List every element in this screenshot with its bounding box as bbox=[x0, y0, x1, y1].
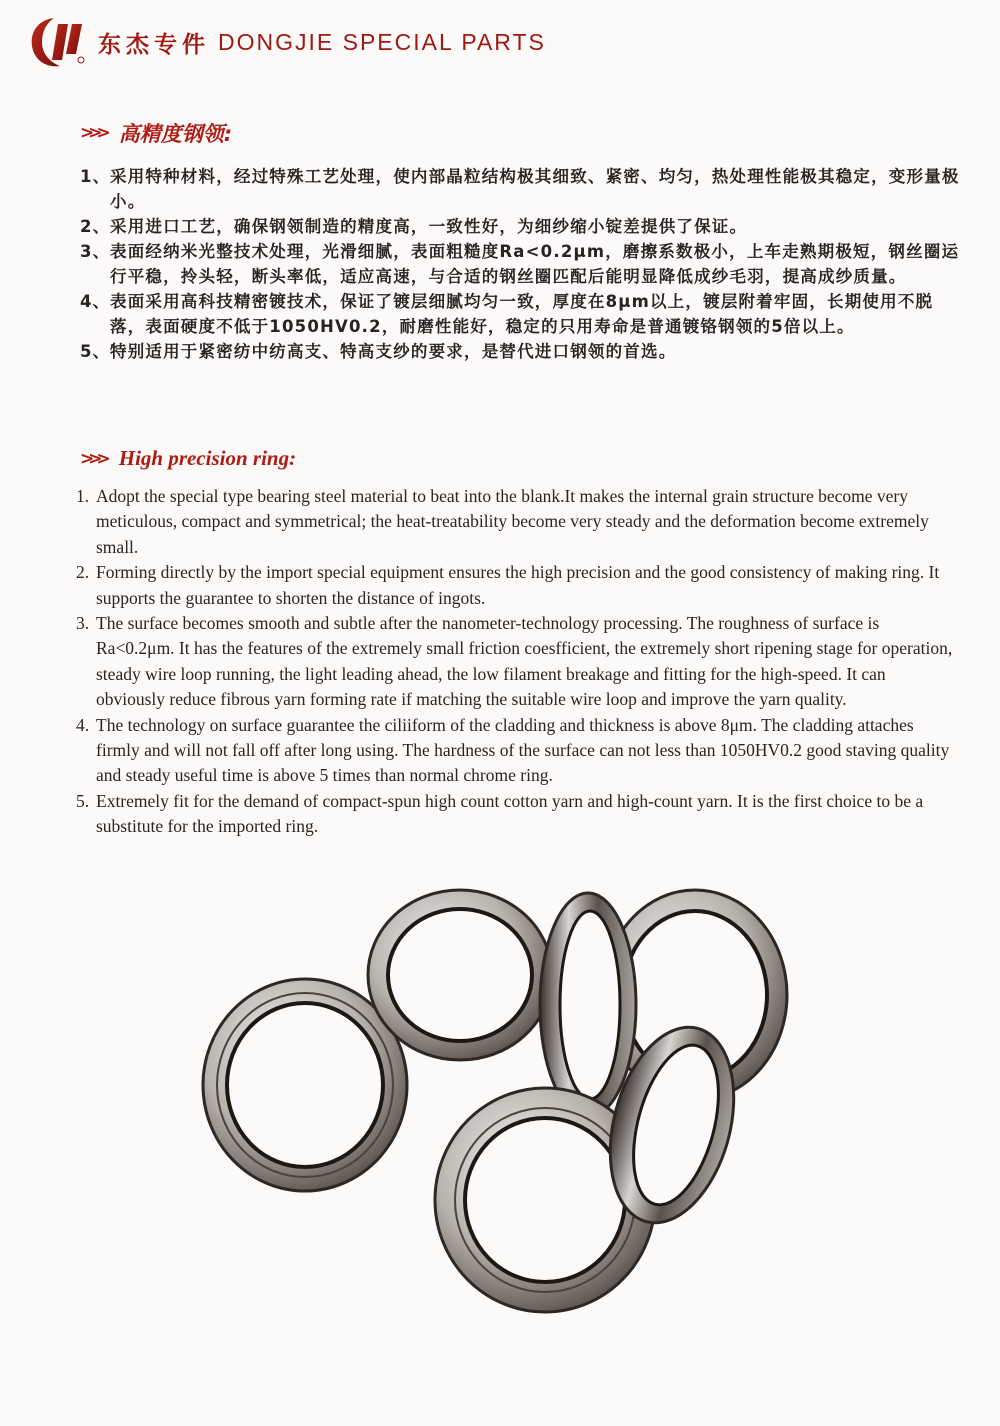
dongjie-logo bbox=[28, 14, 86, 70]
item-text: 特别适用于紧密纺中纺高支、特高支纱的要求，是替代进口钢领的首选。 bbox=[110, 342, 677, 361]
brand-name-english: DONGJIE SPECIAL PARTS bbox=[218, 28, 546, 55]
item-text: 表面经纳米光整技术处理，光滑细腻，表面粗糙度Ra<0.2μm，磨擦系数极小，上车走熟期极短，钢丝圈运行平稳，拎头轻，断头率低，适应高速，与合适的钢丝圈匹配后能明显降低成纱毛羽，提高成纱质量。 bbox=[110, 242, 960, 286]
brand-name-chinese: 东杰专件 bbox=[98, 31, 210, 58]
chinese-feature-list bbox=[80, 164, 960, 364]
item-number: 5. bbox=[76, 790, 90, 811]
item-text: Forming directly by the import special equipment ensures the high precision and the good consistency of making ring. It supports the guarantee to shorten the distance of ingots. bbox=[96, 562, 940, 608]
item-number: 4、 bbox=[80, 292, 111, 311]
item-number: 2、 bbox=[80, 217, 111, 236]
double-chevron-icon: >>> bbox=[80, 448, 105, 469]
item-number: 4. bbox=[76, 714, 90, 735]
english-feature-list bbox=[76, 484, 956, 840]
list-item bbox=[80, 239, 960, 289]
item-text: Extremely fit for the demand of compact-spun high count cotton yarn and high-count yarn. It is the first choice to be a substitute for the imported ring. bbox=[96, 790, 924, 837]
list-item bbox=[80, 289, 960, 339]
chinese-section-title: 高精度钢领: bbox=[118, 122, 233, 146]
steel-rings-photo bbox=[190, 880, 810, 1320]
steel-ring bbox=[540, 893, 636, 1117]
chinese-section-heading bbox=[80, 118, 232, 148]
item-text: The technology on surface guarantee the ciliiform of the cladding and thickness is above 8μm. The cladding attaches firmly and will not fall off after long using. The hardness of the surface can not less than 1050HV0.2 good staving quality and steady useful time is above 5 times than normal chrome ring. bbox=[96, 714, 950, 786]
item-text: 表面采用高科技精密镀技术，保证了镀层细腻均匀一致，厚度在8μm以上，镀层附着牢固，长期使用不脱落，表面硬度不低于1050HV0.2，耐磨性能好，稳定的只用寿命是普通镀铬钢领的5倍以上。 bbox=[110, 292, 934, 336]
list-item bbox=[80, 339, 960, 364]
steel-ring bbox=[368, 890, 552, 1060]
item-text: Adopt the special type bearing steel material to beat into the blank.It makes the internal grain structure become very meticulous, compact and symmetrical; the heat-treatability become very steady and the deformation become extremely small. bbox=[96, 486, 929, 557]
page-header bbox=[28, 12, 546, 72]
english-section-title: High precision ring: bbox=[118, 446, 297, 470]
item-number: 2. bbox=[76, 562, 90, 583]
item-number: 3. bbox=[76, 613, 90, 634]
english-section-heading bbox=[80, 446, 296, 471]
list-item bbox=[76, 560, 956, 611]
item-number: 3、 bbox=[80, 242, 111, 261]
item-text: The surface becomes smooth and subtle after the nanometer-technology processing. The roughness of surface is Ra<0.2μm. It has the features of the extremely small friction coesfficient, the extremely short ripening stage for operation, steady wire loop running, the light leading ahead, the low filament breakage and fitting for the high-speed. It can obviously reduce fibrous yarn forming rate if matching the suitable wire loop and improve the yarn quality. bbox=[96, 613, 953, 710]
list-item bbox=[76, 484, 956, 560]
item-number: 5、 bbox=[80, 342, 111, 361]
list-item bbox=[76, 713, 956, 789]
item-number: 1. bbox=[76, 486, 90, 506]
double-chevron-icon: >>> bbox=[80, 123, 105, 143]
list-item bbox=[80, 164, 960, 214]
item-text: 采用进口工艺，确保钢领制造的精度高，一致性好，为细纱缩小锭差提供了保证。 bbox=[110, 217, 748, 236]
list-item bbox=[80, 214, 960, 239]
item-text: 采用特种材料，经过特殊工艺处理，使内部晶粒结构极其细致、紧密、均匀，热处理性能极其稳定，变形量极小。 bbox=[110, 167, 960, 211]
item-number: 1、 bbox=[80, 167, 111, 186]
list-item bbox=[76, 789, 956, 840]
list-item bbox=[76, 611, 956, 713]
